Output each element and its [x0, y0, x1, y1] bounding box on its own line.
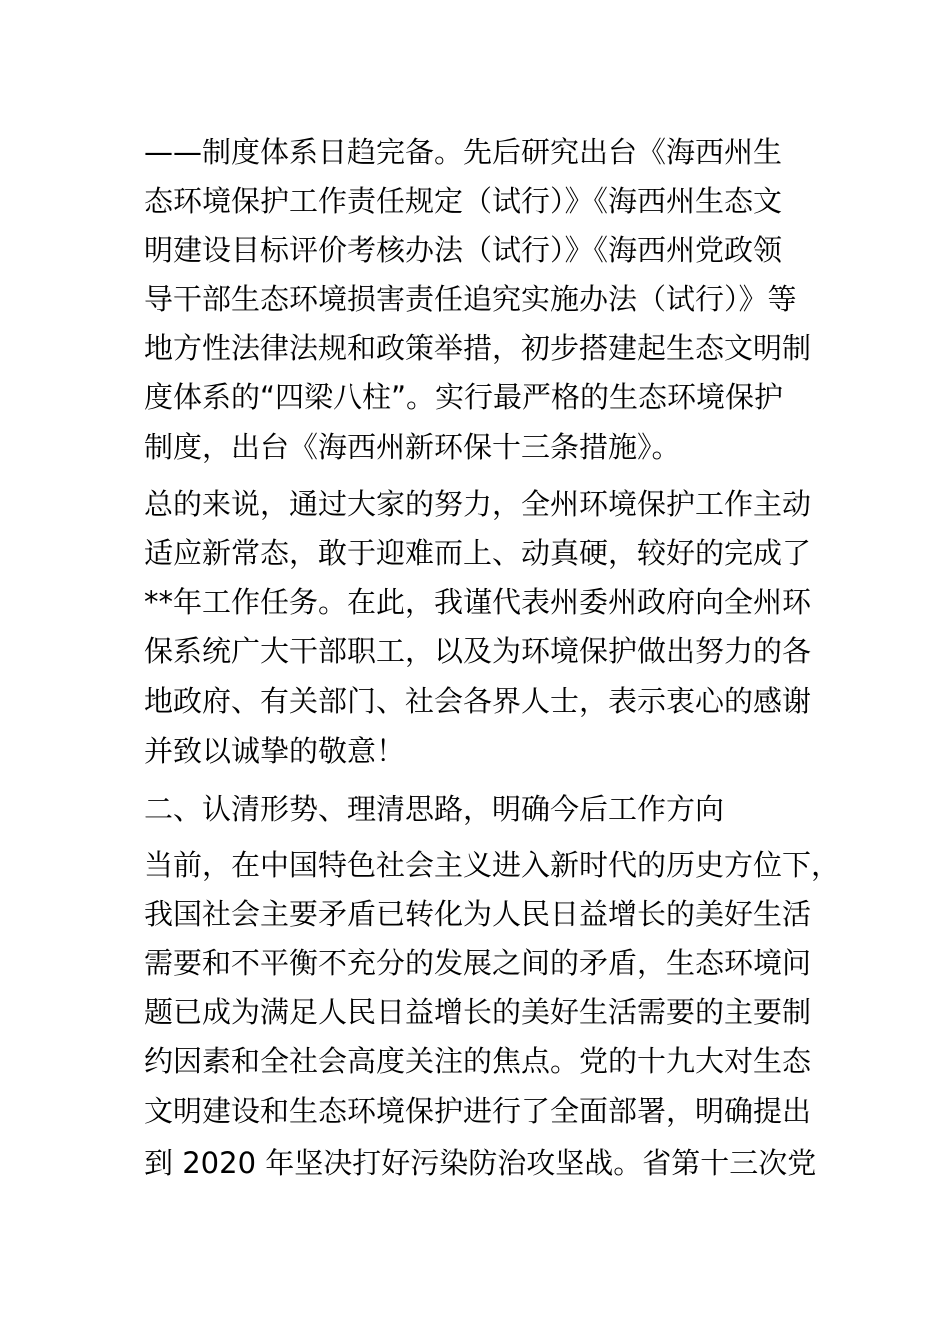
text-line: 明建设目标评价考核办法（试行）》《海西州党政领 — [144, 233, 783, 267]
text-line: 导干部生态环境损害责任追究实施办法（试行）》等 — [144, 282, 797, 316]
text-line: 并致以诚挚的敬意！ — [144, 734, 406, 768]
section-heading: 二、认清形势、理清思路，明确今后工作方向 — [144, 792, 725, 826]
text-line: 地政府、有关部门、社会各界人士，表示衷心的感谢 — [144, 684, 812, 718]
text-line: 保系统广大干部职工，以及为环境保护做出努力的各 — [144, 634, 812, 668]
text-line: 需要和不平衡不充分的发展之间的矛盾，生态环境问 — [144, 946, 812, 980]
text-line: **年工作任务。在此，我谨代表州委州政府向全州环 — [144, 585, 812, 619]
text-line: 制度，出台《海西州新环保十三条措施》。 — [144, 430, 681, 464]
text-line: 约因素和全社会高度关注的焦点。党的十九大对生态 — [144, 1044, 812, 1078]
text-line: ——制度体系日趋完备。先后研究出台《海西州生 — [144, 135, 783, 169]
text-line: 地方性法律法规和政策举措，初步搭建起生态文明制 — [144, 331, 812, 365]
text-line: 文明建设和生态环境保护进行了全面部署，明确提出 — [144, 1094, 812, 1128]
text-line: 适应新常态，敢于迎难而上、动真硬，较好的完成了 — [144, 536, 812, 570]
text-line: 总的来说，通过大家的努力，全州环境保护工作主动 — [144, 487, 812, 521]
text-line: 度体系的“四梁八柱”。实行最严格的生态环境保护 — [144, 380, 784, 414]
text-line: 态环境保护工作责任规定（试行）》《海西州生态文 — [144, 184, 783, 218]
text-line: 到 2020 年坚决打好污染防治攻坚战。省第十三次党 — [144, 1146, 817, 1180]
text-line: 题已成为满足人民日益增长的美好生活需要的主要制 — [144, 995, 812, 1029]
text-line: 当前，在中国特色社会主义进入新时代的历史方位下， — [144, 848, 841, 882]
text-line: 我国社会主要矛盾已转化为人民日益增长的美好生活 — [144, 897, 812, 931]
